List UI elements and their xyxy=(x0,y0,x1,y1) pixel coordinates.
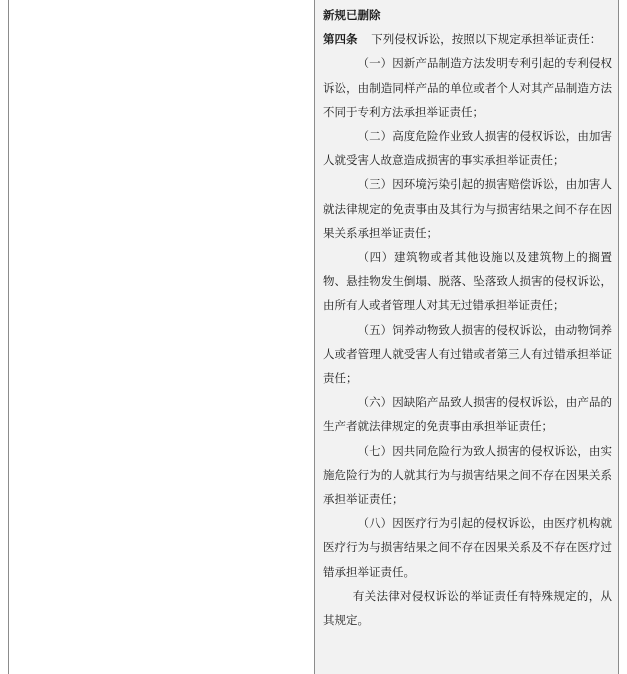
closing-paragraph: 有关法律对侵权诉讼的举证责任有特殊规定的，从其规定。 xyxy=(323,588,612,628)
item-3: （三）因环境污染引起的损害赔偿诉讼，由加害人就法律规定的免责事由及其行为与损害结果之间不存在因果关系承担举证责任； xyxy=(323,177,612,240)
item-5: （五）饲养动物致人损害的侵权诉讼，由动物饲养人或者管理人就受害人有过错或者第三人有过错承担举证责任； xyxy=(323,322,612,386)
deleted-heading: 新规已删除 xyxy=(323,8,381,22)
article-label: 第四条 xyxy=(323,32,358,47)
article-intro: 下列侵权诉讼，按照以下规定承担举证责任： xyxy=(371,32,602,47)
left-column-cell xyxy=(9,0,315,674)
article-four xyxy=(323,27,612,51)
comparison-table xyxy=(8,0,619,674)
item-7: （七）因共同危险行为致人损害的侵权诉讼，由实施危险行为的人就其行为与损害结果之间不存在因果关系承担举证责任； xyxy=(323,443,612,507)
item-6: （六）因缺陷产品致人损害的侵权诉讼，由产品的生产者就法律规定的免责事由承担举证责任； xyxy=(323,395,612,434)
item-2: （二）高度危险作业致人损害的侵权诉讼，由加害人就受害人故意造成损害的事实承担举证责任； xyxy=(323,129,612,168)
item-4: （四）建筑物或者其他设施以及建筑物上的搁置物、悬挂物发生倒塌、脱落、坠落致人损害的侵权诉讼，由所有人或者管理人对其无过错承担举证责任； xyxy=(323,250,612,313)
item-1: （一）因新产品制造方法发明专利引起的专利侵权诉讼，由制造同样产品的单位或者个人对其产品制造方法不同于专利方法承担举证责任； xyxy=(323,56,612,119)
right-column-cell xyxy=(315,0,618,674)
item-8: （八）因医疗行为引起的侵权诉讼，由医疗机构就医疗行为与损害结果之间不存在因果关系及不存在医疗过错承担举证责任。 xyxy=(323,516,612,579)
